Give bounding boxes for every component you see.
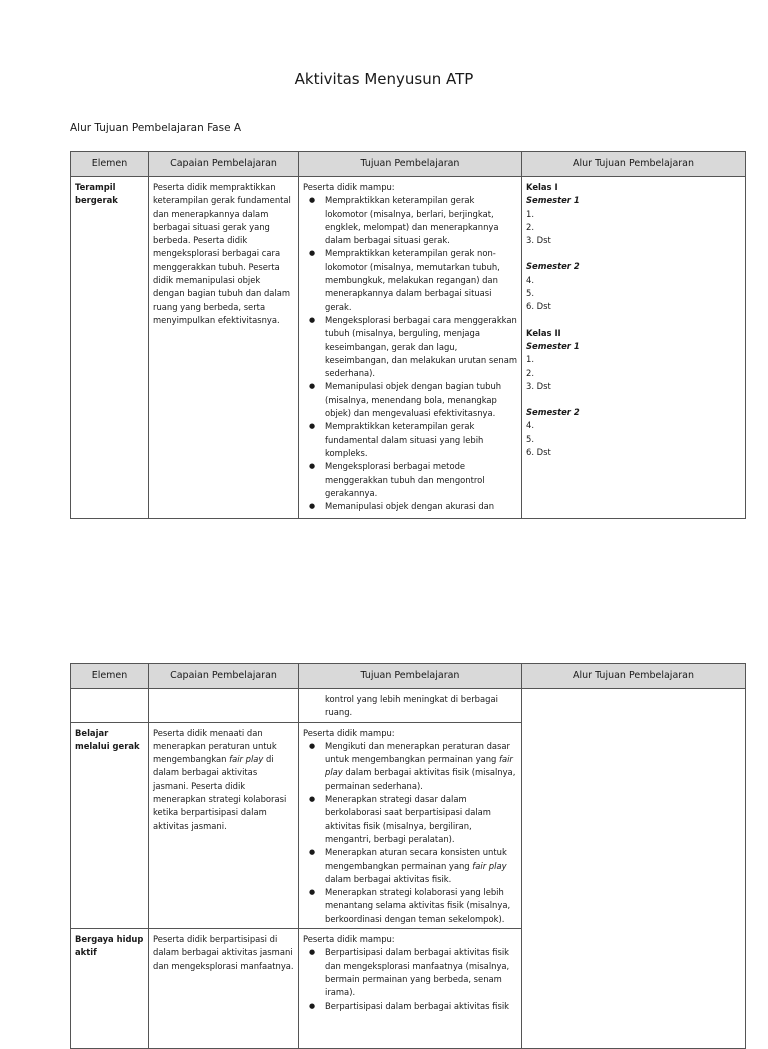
- tujuan-continuation: kontrol yang lebih meningkat di berbagai ruang.: [325, 694, 498, 718]
- list-item: ● Mempraktikkan keterampilan gerak lokomotor (misalnya, berlari, berjingkat, engklek, melompat) dan menerapkannya dalam berbagai situasi gerak.: [325, 194, 517, 247]
- tujuan-intro: Peserta didik mampu:: [303, 934, 395, 945]
- tujuan-list: [303, 194, 517, 513]
- header-tujuan: Tujuan Pembelajaran: [299, 664, 522, 689]
- header-capaian: Capaian Pembelajaran: [149, 664, 299, 689]
- header-elemen: Elemen: [71, 152, 149, 177]
- alur-item: 5.: [526, 433, 534, 444]
- alur-cell: [522, 177, 746, 519]
- alur-item: 6. Dst: [526, 301, 551, 312]
- elemen-cell: Terampil bergerak: [71, 177, 149, 519]
- header-elemen: Elemen: [71, 664, 149, 689]
- tujuan-cell: [299, 689, 522, 723]
- list-item: ● Mengeksplorasi berbagai metode menggerakkan tubuh dan mengontrol gerakannya.: [325, 460, 517, 500]
- tujuan-list: [303, 740, 517, 926]
- page-title: Aktivitas Menyusun ATP: [294, 70, 474, 88]
- semester-label: Semester 2: [526, 261, 580, 272]
- elemen-cell: Belajar melalui gerak: [71, 722, 149, 928]
- capaian-cell: Peserta didik berpartisipasi di dalam berbagai aktivitas jasmani dan mengeksplorasi manfaatnya.: [149, 929, 299, 1049]
- alur-item: 6. Dst: [526, 447, 551, 458]
- list-item: ● Menerapkan strategi kolaborasi yang lebih menantang selama aktivitas fisik (misalnya, berkoordinasi dengan teman sekelompok).: [325, 886, 517, 926]
- capaian-cell: Peserta didik menaati dan menerapkan peraturan untuk mengembangkan fair play di dalam berbagai aktivitas jasmani. Peserta didik menerapkan strategi kolaborasi ketika berpartisipasi dalam aktivitas jasmani.: [149, 722, 299, 928]
- alur-item: 2.: [526, 367, 534, 378]
- elemen-cell: [71, 689, 149, 723]
- table-row: [71, 177, 746, 519]
- section-subtitle: Alur Tujuan Pembelajaran Fase A: [70, 122, 242, 134]
- atp-table-1: [70, 151, 746, 519]
- kelas-label: Kelas II: [526, 327, 561, 338]
- tujuan-list: [303, 946, 517, 1012]
- header-alur: Alur Tujuan Pembelajaran: [522, 152, 746, 177]
- list-item: ● Mengikuti dan menerapkan peraturan dasar untuk mengembangkan permainan yang fair play dalam berbagai aktivitas fisik (misalnya, permainan sederhana).: [325, 740, 517, 793]
- semester-label: Semester 1: [526, 340, 580, 351]
- alur-item: 4.: [526, 274, 534, 285]
- alur-item: 2.: [526, 221, 534, 232]
- capaian-cell: [149, 689, 299, 723]
- header-alur: Alur Tujuan Pembelajaran: [522, 664, 746, 689]
- list-item: ● Menerapkan aturan secara konsisten untuk mengembangkan permainan yang fair play dalam berbagai aktivitas fisik.: [325, 846, 517, 886]
- alur-cell: [522, 689, 746, 1049]
- alur-item: 1.: [526, 208, 534, 219]
- alur-item: 3. Dst: [526, 235, 551, 246]
- list-item: ● Berpartisipasi dalam berbagai aktivitas fisik: [325, 1000, 517, 1013]
- elemen-cell: Bergaya hidup aktif: [71, 929, 149, 1049]
- list-item: ● Memanipulasi objek dengan akurasi dan: [325, 500, 517, 513]
- list-item: ● Mempraktikkan keterampilan gerak fundamental dalam situasi yang lebih kompleks.: [325, 420, 517, 460]
- semester-label: Semester 1: [526, 195, 580, 206]
- atp-table-2: [70, 663, 746, 1049]
- list-item: ● Menerapkan strategi dasar dalam berkolaborasi saat berpartisipasi dalam aktivitas fisik (misalnya, bergiliran, mengantri, berbagi peralatan).: [325, 793, 517, 846]
- tujuan-cell: [299, 177, 522, 519]
- list-item: ● Mempraktikkan keterampilan gerak non-lokomotor (misalnya, memutarkan tubuh, membungkuk, melakukan regangan) dan menerapkannya dalam berbagai situasi gerak.: [325, 247, 517, 313]
- alur-item: 3. Dst: [526, 380, 551, 391]
- alur-item: 4.: [526, 420, 534, 431]
- semester-label: Semester 2: [526, 407, 580, 418]
- tujuan-cell: [299, 722, 522, 928]
- table-row: [71, 689, 746, 723]
- tujuan-cell: [299, 929, 522, 1049]
- kelas-label: Kelas I: [526, 182, 558, 192]
- table-header-row: [71, 664, 746, 689]
- capaian-cell: Peserta didik mempraktikkan keterampilan gerak fundamental dan menerapkannya dalam berbagai situasi gerak yang berbeda. Peserta didik mengeksplorasi berbagai cara menggerakkan tubuh. Peserta didik memanipulasi objek dengan bagian tubuh dan dalam ruang yang berbeda, serta menyimpulkan efektivitasnya.: [149, 177, 299, 519]
- list-item: ● Berpartisipasi dalam berbagai aktivitas fisik dan mengeksplorasi manfaatnya (misalnya, bermain permainan yang berbeda, senam irama).: [325, 946, 517, 999]
- list-item: ● Memanipulasi objek dengan bagian tubuh (misalnya, menendang bola, menangkap objek) dan mengevaluasi efektivitasnya.: [325, 380, 517, 420]
- list-item: ● Mengeksplorasi berbagai cara menggerakkan tubuh (misalnya, berguling, menjaga keseimbangan, gerak dan lagu, keseimbangan, dan melakukan urutan senam sederhana).: [325, 314, 517, 380]
- tujuan-intro: Peserta didik mampu:: [303, 182, 395, 192]
- tujuan-intro: Peserta didik mampu:: [303, 727, 395, 738]
- table-header-row: [71, 152, 746, 177]
- header-tujuan: Tujuan Pembelajaran: [299, 152, 522, 177]
- header-capaian: Capaian Pembelajaran: [149, 152, 299, 177]
- alur-item: 1.: [526, 354, 534, 365]
- alur-item: 5.: [526, 288, 534, 299]
